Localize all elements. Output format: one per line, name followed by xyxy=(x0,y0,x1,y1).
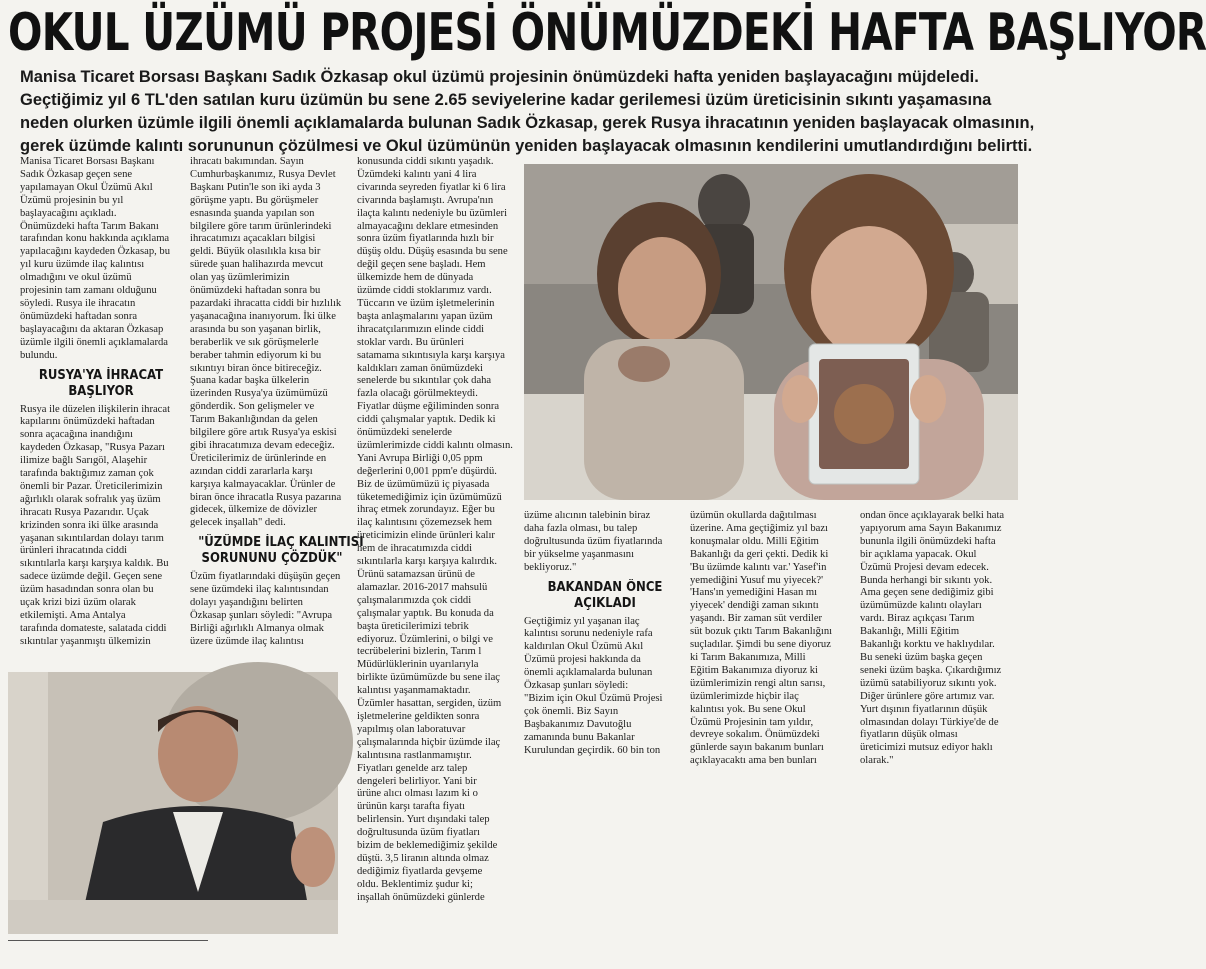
text-line: kalıntısı sorunu nedeniyle rafa xyxy=(524,628,653,640)
text-line: ilaç kalıntısını çözemezsek hem xyxy=(357,517,493,529)
subheading-ilac xyxy=(198,535,364,567)
text-line: etkilemişti. Ama Antalya xyxy=(20,610,126,621)
column-4 xyxy=(524,510,686,758)
text-line: üzere üzümde ilaç kalıntısı xyxy=(190,635,304,647)
text-line: bir açıklama yapacak. Okul xyxy=(860,548,977,560)
text-line: süt bozuk çıktı Tarım Bakanlığını xyxy=(690,626,833,638)
text-line: ilimize bağlı Sarıgöl, Alaşehir xyxy=(20,455,148,467)
text-line: seneki üzüm başka. Çıkardığımız xyxy=(860,664,1002,676)
text-line: açıklayacaktı ama ben bunları xyxy=(690,755,817,767)
text-line: üzümü satabiliyoruz sıkıntı yok. xyxy=(860,677,997,689)
text-line: doğrultusunda üzüm fiyatları xyxy=(357,827,480,839)
text-line: başta üreticilerimizi tebrik xyxy=(357,620,469,632)
text-line: "Bizim için Okul Üzümü Projesi xyxy=(524,692,663,704)
text-line: günlerde sayın bakanım bunları xyxy=(690,742,824,754)
text-line: bununla ilgili önümüzdeki hafta xyxy=(860,535,996,547)
text-line: üzümlerimizin rengi altın sarısı, xyxy=(690,677,826,689)
text-line: bekliyoruz." xyxy=(524,561,577,573)
text-line: Üzümü projesi hakkında da xyxy=(524,654,641,666)
text-line: önümüzdeki haftadan sonra xyxy=(20,310,138,322)
text-line: yiyecek' dendiği zaman sıkıntı xyxy=(690,600,819,612)
lede-line: neden olurken üzümle ilgili önemli açıklamalarda bulunan Sadık Özkasap, gerek Rusya ihracatının yeniden başlayacak olmasının, xyxy=(20,114,1035,132)
text-line: Üreticilerimiz de ürünlerinde en xyxy=(190,452,327,464)
lede-line: Manisa Ticaret Borsası Başkanı Sadık Özkasap okul üzümü projesinin önümüzdeki hafta yeniden başlayacağını müjdeledi. xyxy=(20,68,979,86)
text-line: Üzüm fiyatlarındaki düşüşün geçen xyxy=(190,571,341,583)
text-line: gidecek, ülkemize de dövizler xyxy=(190,504,318,516)
text-line: Önümüzdeki hafta Tarım Bakanı xyxy=(20,220,159,232)
text-line: üzümlerimizde ciddi kalıntı olmasın. xyxy=(357,439,513,451)
text-line: suçladılar. Şimdi bu sene diyoruz xyxy=(690,639,831,651)
text-line: çalışmalar yaptık. Bu konuda da xyxy=(357,607,494,619)
text-line: söyledi. Rusya ile ihracatın xyxy=(20,297,136,309)
text-line: ürünün karşı tarafta fiyatı xyxy=(357,801,465,813)
column-3 xyxy=(357,156,521,905)
text-line: düştü. 3,5 liranın altında olmaz xyxy=(357,852,489,864)
text-line: Tarım Bakanlığından da gelen xyxy=(190,414,318,426)
text-line: yapılacağını kaydeden Özkasap, bu xyxy=(20,246,171,258)
text-line: Fiyatlar düşme eğiliminden sonra xyxy=(357,401,500,413)
text-line: kaydeden Özkasap, "Rusya Pazarı xyxy=(20,442,165,454)
text-line: dediğimiz fiyatlarda gevşeme xyxy=(357,865,483,877)
text-line: RUSYA'YA İHRACAT xyxy=(38,367,164,383)
text-line: sonra açacağına inandığını xyxy=(20,429,133,441)
text-line: sürede şuan halihazırda mevcut xyxy=(190,259,324,271)
text-line: gelecek inşallah" dedi. xyxy=(190,517,286,529)
text-line: yaşanacağına inanıyorum. İki ülke xyxy=(190,310,336,322)
text-line: karşıya kalmayacaklar. Ürünler de xyxy=(190,478,336,490)
text-line: BAKANDAN ÖNCE xyxy=(547,579,663,595)
text-line: kaldırılan Okul Üzümü Akıl xyxy=(524,641,644,653)
text-line: çalışmalarında hiçbir üzümde ilaç xyxy=(357,736,501,748)
text-line: AÇIKLADI xyxy=(574,595,636,611)
text-line: devreye sokalım. Önümüzdeki xyxy=(690,729,820,741)
column-text xyxy=(524,510,686,575)
subheading-rusya xyxy=(28,368,174,400)
column-text xyxy=(20,156,182,363)
text-line: Bakanlığı korktu ve haklıydılar. xyxy=(860,639,995,651)
text-line: sonra üzüm fiyatlarında hızlı bir xyxy=(357,233,494,245)
text-line: esnasında şuanda yapılan son xyxy=(190,207,315,219)
text-line: beraber tahmin ediyorum ki bu xyxy=(190,349,322,361)
text-line: kaldıkları zaman önümüzdeki xyxy=(357,362,483,374)
text-line: hem de ihracatımızda ciddi xyxy=(357,543,473,555)
text-line: yaşanan sıkıntılardan dolayı tarım xyxy=(20,532,164,544)
text-line: Ama geçen sene dediğimiz gibi xyxy=(860,587,994,599)
column-2 xyxy=(190,156,364,649)
text-line: konusunda ciddi sıkıntı yaşadık. xyxy=(357,156,494,167)
text-line: Müdürlüklerinin uyarılarıyla xyxy=(357,659,479,671)
text-line: Fiyatları genelde arz talep xyxy=(357,762,468,774)
text-line: başlayacağını açıkladı. xyxy=(20,207,117,219)
text-line: ihracatı Rusya Pazarıdır. Uçak xyxy=(20,506,149,518)
text-line: düşüş oldu. Düşüş esasında bu sene xyxy=(357,246,508,258)
text-line: üzümümüzde kalıntı olayları xyxy=(860,600,982,612)
text-line: başta anlaşmalarını yapan üzüm xyxy=(357,310,493,322)
text-line: biran önce ihracatla Rusya pazarına xyxy=(190,491,342,503)
text-line: Bu seneki üzüm başka geçen xyxy=(860,651,983,663)
text-line: ülkemizde hem de dünyada xyxy=(357,272,474,284)
text-line: üzümle ilgili önemli açıklamalarda xyxy=(20,336,168,348)
text-line: azından ciddi zararlarla karşı xyxy=(190,465,313,477)
text-line: kapılarını önümüzdeki haftadan xyxy=(20,416,155,428)
text-line: fiyatların düşük olması xyxy=(860,729,958,741)
text-line: krizinden sonra iki ülke arasında xyxy=(20,519,159,531)
text-line: Üzümler hasattan, sergiden, üzüm xyxy=(357,698,502,710)
text-line: civarında seyreden fiyatlar ki 6 lira xyxy=(357,181,506,193)
text-line: ihracatımızı açacakları bilgisi xyxy=(190,233,316,245)
text-line: uçak krizi bizi üzüm olarak xyxy=(20,597,136,609)
text-line: stoklar vardı. Bu ürünleri xyxy=(357,336,465,348)
text-line: Yani Avrupa Birliği 0,05 ppm xyxy=(357,452,483,464)
text-line: geldi. Büyük olasılıkla kısa bir xyxy=(190,246,321,258)
column-text xyxy=(20,404,182,649)
text-line: Yurt dışının fiyatlarının düşük xyxy=(860,703,988,715)
text-line: sadece üzümde değil. Geçen sene xyxy=(20,571,163,583)
text-line: pazardaki ihracatta ciddi bir hızlılık xyxy=(190,297,342,309)
text-line: kalıntısı yaşanmamaktadır. xyxy=(357,685,471,697)
text-line: Üzümdeki kalıntı yani 4 lira xyxy=(357,168,477,180)
text-line: yıl kuru üzümde ilaç kalıntısı xyxy=(20,259,145,271)
text-line: almayacağını deklare etmesinden xyxy=(357,220,499,232)
text-line: değil geçen sene başladı. Hem xyxy=(357,259,486,271)
text-line: görüşme yaptı. Bu görüşmeler xyxy=(190,194,319,206)
text-line: SORUNUNU ÇÖZDÜK" xyxy=(201,551,343,567)
text-line: Geçtiğimiz yıl yaşanan ilaç xyxy=(524,615,640,627)
text-line: ürüne alıcı olması lazım ki o xyxy=(357,788,478,800)
text-line: sene üzümdeki ilaç kalıntısından xyxy=(190,584,329,596)
text-line: satamama sıkıntısıyla karşı karşıya xyxy=(357,349,505,361)
text-line: Ürünü satamazsan ürünü de xyxy=(357,569,475,580)
text-line: doğrultusunda üzüm fiyatlarında xyxy=(524,535,663,547)
text-line: oldu. Beklentimiz şudur ki; xyxy=(357,878,473,890)
text-line: sıkıntılar yaşanmıştı ülkemizin xyxy=(20,635,151,647)
text-line: tarafından konu hakkında açıklama xyxy=(20,233,170,245)
text-line: olarak." xyxy=(860,755,894,767)
text-line: üzüm hasadından sonra olan bu xyxy=(20,584,154,596)
text-line: bizim de beklemediğimiz şekilde xyxy=(357,840,498,852)
text-line: önemli bir Pazar. Üreticilerimizin xyxy=(20,480,163,492)
text-line: daha fazla olması, bu talep xyxy=(524,522,638,534)
text-line: üzümlerimizde hiçbir ilaç xyxy=(690,690,799,702)
column-text xyxy=(190,156,354,530)
text-line: Üzümü projesinin bu yıl xyxy=(20,194,124,206)
text-line: üzümde ciddi stoklarımız vardı. xyxy=(357,285,492,297)
text-line: ondan önce açıklayarak belki hata xyxy=(860,510,1005,521)
subheading-bakandan xyxy=(532,580,678,612)
lede-line: Geçtiğimiz yıl 6 TL'den satılan kuru üzümün bu sene 2.65 seviyelerine kadar gerilemesi üzüm üreticisinin sıkıntı yaşamasına xyxy=(20,91,992,109)
text-line: yapılamayan Okul Üzümü Akıl xyxy=(20,181,153,193)
text-line: üzümün okullarda dağıtılması xyxy=(690,510,817,521)
text-line: tecrübelerini bizlerin, Tarım l xyxy=(357,646,482,658)
text-line: önümüzdeki haftadan sonra bu xyxy=(190,285,321,297)
text-line: başlayacağını da aktaran Özkasap xyxy=(20,323,164,335)
text-line: 'Hans'ın yemediğini Hasan mı xyxy=(690,587,818,599)
text-line: 'Bu üzümde kalıntı var.' Yasef'in xyxy=(690,561,827,573)
text-line: bilgilere göre tarım ürünlerindeki xyxy=(190,220,332,232)
text-line: Bakanlığı da geri çekti. Dedik ki xyxy=(690,548,829,560)
text-line: fazla olacağı görülmekteydi. xyxy=(357,388,478,400)
column-text xyxy=(357,156,521,905)
text-line: birlikte üzümümüzde bu sene ilaç xyxy=(357,672,500,684)
text-line: Biz de üzümümüzü iç piyasada xyxy=(357,478,490,490)
text-line: ürünleri ihracatında ciddi xyxy=(20,545,128,557)
text-line: üzerinden Rusya'ya üzümümüzü xyxy=(190,388,328,400)
text-line: Bunda herhangi bir sıkıntı yok. xyxy=(860,574,993,586)
text-line: Başbakanımız Davutoğlu xyxy=(524,718,632,730)
text-line: dengeleri belirliyor. Yani bir xyxy=(357,775,477,787)
text-line: yapılmış olan laboratuvar xyxy=(357,723,466,735)
text-line: ilaçta kalıntı nedeniyle bu üzümleri xyxy=(357,207,508,219)
text-line: üreticimizi mutsuz ediyor haklı xyxy=(860,742,993,754)
text-line: olan yaş üzümlerimizin xyxy=(190,272,290,284)
text-line: arasında bu son yaşanan birlik, xyxy=(190,323,321,335)
text-line: gibi ihracatımıza devam edeceğiz. xyxy=(190,439,335,451)
text-line: BAŞLIYOR xyxy=(68,383,134,399)
text-line: yaşandı. Bir zaman süt verdiler xyxy=(690,613,823,625)
text-line: "ÜZÜMDE İLAÇ KALINTISI xyxy=(198,535,364,551)
text-line: Diğer ürünlere göre artımız var. xyxy=(860,690,995,702)
photo-man-illustration xyxy=(8,672,338,934)
text-line: Özkasap şunları söyledi: "Avrupa xyxy=(190,610,333,621)
text-line: ki Tarım Bakanımıza, Milli xyxy=(690,651,806,663)
photo-sadik-ozkasap xyxy=(8,672,338,934)
text-line: sıkıntılarla karşı karşıya kalırdık. xyxy=(357,556,498,568)
text-line: konuşmalar oldu. Milli Eğitim xyxy=(690,535,819,547)
text-line: ciddi çalışmalar yaptık. Dedik ki xyxy=(357,414,496,426)
photo-girls-illustration xyxy=(524,164,1018,500)
text-line: Kurulundan geçirdik. 60 bin ton xyxy=(524,744,661,756)
column-text xyxy=(524,616,686,758)
text-line: üzerine. Ama geçtiğimiz yıl bazı xyxy=(690,522,828,534)
text-line: tarafında domateste, salatada ciddi xyxy=(20,622,167,634)
text-line: önümüzdeki senelerde xyxy=(357,427,453,439)
text-line: Başkanı Putin'le son iki ayda 3 xyxy=(190,181,321,193)
photo-girls-grapes xyxy=(524,164,1018,500)
text-line: dolayı yaşandığını belirten xyxy=(190,597,303,609)
text-line: yapıyorum ama Sayın Bakanımız xyxy=(860,522,1002,534)
text-line: zamanında bunu Bakanlar xyxy=(524,731,635,743)
column-text xyxy=(860,510,1020,768)
text-line: Şuana kadar başka ülkelerin xyxy=(190,375,310,387)
text-line: Birliği ağırlıklı Almanya olmak xyxy=(190,622,324,634)
text-line: çalışmalarımızda çok ciddi xyxy=(357,594,472,606)
text-line: Üzümü Projesi devam edecek. xyxy=(860,561,989,573)
text-line: ağırlıklı olarak sofralık yaş üzüm xyxy=(20,493,161,505)
text-line: alamazlar. 2016-2017 mahsulü xyxy=(357,581,488,593)
text-line: belirlensin. Yurt dışındaki talep xyxy=(357,814,490,826)
text-line: beraberlik ve sık görüşmelerle xyxy=(190,336,319,348)
text-line: çok önemli. Biz Sayın xyxy=(524,705,619,717)
headline: OKUL ÜZÜMÜ PROJESİ ÖNÜMÜZDEKİ HAFTA BAŞLIYOR xyxy=(8,3,1206,63)
text-line: projesinin tam zamanı olduğunu xyxy=(20,285,157,297)
text-line: civarında başlamıştı. Avrupa'nın xyxy=(357,194,494,206)
column-5 xyxy=(690,510,854,768)
text-line: ihracatçılarımızın elinde ciddi xyxy=(357,323,485,335)
text-line: gönderdik. Son gelişmeler ve xyxy=(190,401,315,413)
text-line: Üzümü Projesinin tam yıldır, xyxy=(690,716,814,728)
text-line: kalıntısına rastlanmamıştır. xyxy=(357,749,472,761)
text-line: bilgilere göre artık Rusya'ya eskisi xyxy=(190,427,337,439)
column-6 xyxy=(860,510,1020,768)
column-text xyxy=(190,571,354,648)
text-line: Özkasap şunları söyledi: xyxy=(524,680,629,692)
text-line: Cumhurbaşkanımız, Rusya Devlet xyxy=(190,168,336,180)
text-line: değerlerini 0,001 ppm'e düşürdü. xyxy=(357,465,497,477)
text-line: önemli açıklamalarda bulunan xyxy=(524,667,653,679)
text-line: senelerde bu sıkıntılar çok daha xyxy=(357,375,492,387)
text-line: üzüme alıcının talebinin biraz xyxy=(524,510,651,521)
text-line: üreticimizin elinde ürünleri kalır xyxy=(357,530,495,542)
text-line: Bakanlığı, Milli Eğitim xyxy=(860,626,960,638)
text-line: kalıntısı yok. Bu sene Okul xyxy=(690,703,806,715)
text-line: Manisa Ticaret Borsası Başkanı xyxy=(20,156,155,167)
text-line: bulundu. xyxy=(20,349,58,361)
lede xyxy=(20,66,1035,158)
text-line: Rusya ile düzelen ilişkilerin ihracat xyxy=(20,403,171,415)
text-line: Tüccarın ve üzüm işletmelerinin xyxy=(357,297,495,309)
text-line: Eğitim Bakanımıza diyoruz ki xyxy=(690,664,818,676)
text-line: olmasından dolayı Türkiye'de de xyxy=(860,716,999,728)
text-line: işletmelerine geldikten sonra xyxy=(357,710,480,722)
text-line: tüketemediğimiz için üzümümüzü xyxy=(357,491,502,503)
text-line: tarafında baktığımız zaman çok xyxy=(20,468,154,480)
text-line: Sadık Özkasap geçen sene xyxy=(20,168,133,180)
column-text xyxy=(690,510,854,768)
text-line: yemediğini Yusuf mu yiyecek?' xyxy=(690,574,824,586)
text-line: sıkıntılarla karşı karşıya kaldık. Bu xyxy=(20,558,169,570)
bottom-rule xyxy=(8,940,208,941)
text-line: ihracatı bakımından. Sayın xyxy=(190,156,304,167)
text-line: olmadığını ve okul üzümü xyxy=(20,272,132,284)
text-line: vardı. Biraz açıkçası Tarım xyxy=(860,613,975,625)
text-line: sıkıntıyı biran önce bitireceğiz. xyxy=(190,362,322,374)
text-line: inşallah önümüzdeki günlerde xyxy=(357,891,485,903)
text-line: ediyoruz. Üzümlerini, o bilgi ve xyxy=(357,633,493,645)
text-line: ihraç etmek zorundayız. Eğer bu xyxy=(357,504,495,516)
lede-line: gerek üzümde kalıntı sorununun çözülmesi ve Okul üzümünün yeniden başlayacak olmasının kendilerini umutlandırdığını belirtti. xyxy=(20,137,1033,155)
text-line: bir yükselme yaşanmasını xyxy=(524,548,635,560)
column-1 xyxy=(20,156,182,649)
